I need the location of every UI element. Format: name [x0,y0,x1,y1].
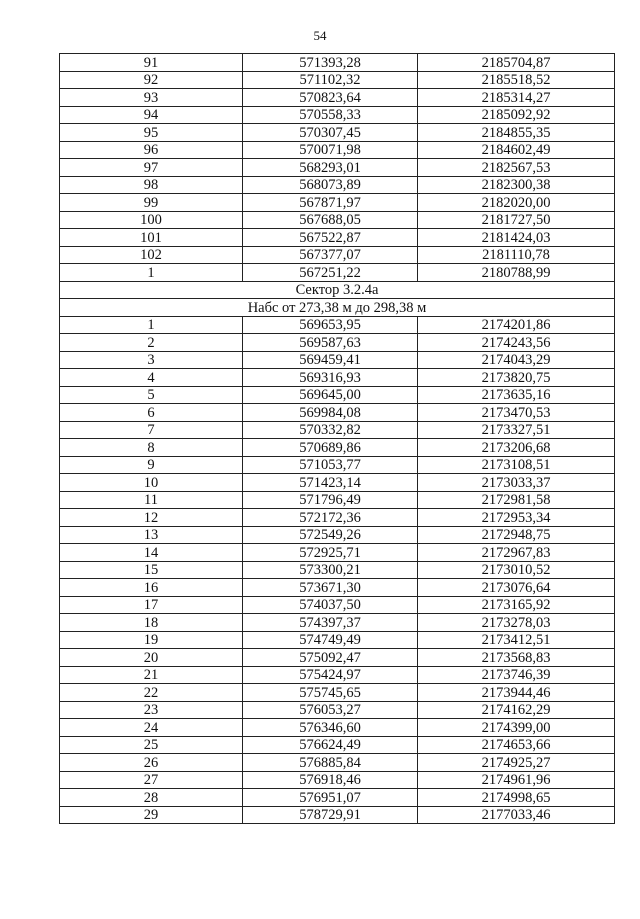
point-number-cell: 100 [60,211,243,229]
point-number-cell: 25 [60,736,243,754]
x-coordinate-cell: 575424,97 [243,666,418,684]
point-number-cell: 92 [60,71,243,89]
y-coordinate-cell: 2182020,00 [418,194,615,212]
y-coordinate-cell: 2174998,65 [418,789,615,807]
x-coordinate-cell: 569316,93 [243,369,418,387]
table-section-top [60,54,615,282]
y-coordinate-cell: 2173746,39 [418,666,615,684]
table-row [60,474,615,492]
table-row [60,194,615,212]
point-number-cell: 1 [60,264,243,282]
table-row [60,404,615,422]
point-number-cell: 21 [60,666,243,684]
y-coordinate-cell: 2174201,86 [418,316,615,334]
x-coordinate-cell: 573300,21 [243,561,418,579]
point-number-cell: 22 [60,684,243,702]
table-row [60,771,615,789]
point-number-cell: 28 [60,789,243,807]
table-row [60,386,615,404]
table-row [60,509,615,527]
y-coordinate-cell: 2182567,53 [418,159,615,177]
x-coordinate-cell: 570307,45 [243,124,418,142]
y-coordinate-cell: 2185092,92 [418,106,615,124]
y-coordinate-cell: 2173206,68 [418,439,615,457]
table-row [60,229,615,247]
table-row [60,106,615,124]
point-number-cell: 91 [60,54,243,72]
point-number-cell: 101 [60,229,243,247]
x-coordinate-cell: 578729,91 [243,806,418,824]
x-coordinate-cell: 569653,95 [243,316,418,334]
table-row [60,719,615,737]
table-row [60,369,615,387]
x-coordinate-cell: 569645,00 [243,386,418,404]
x-coordinate-cell: 574749,49 [243,631,418,649]
table-row [60,491,615,509]
sector-title-row [60,281,615,299]
y-coordinate-cell: 2181110,78 [418,246,615,264]
table-row [60,754,615,772]
table-row [60,351,615,369]
y-coordinate-cell: 2172981,58 [418,491,615,509]
y-coordinate-cell: 2172967,83 [418,544,615,562]
x-coordinate-cell: 569587,63 [243,334,418,352]
point-number-cell: 16 [60,579,243,597]
x-coordinate-cell: 571423,14 [243,474,418,492]
y-coordinate-cell: 2185518,52 [418,71,615,89]
point-number-cell: 4 [60,369,243,387]
table-row [60,666,615,684]
table-row [60,561,615,579]
x-coordinate-cell: 571053,77 [243,456,418,474]
coordinates-table [59,53,615,824]
y-coordinate-cell: 2174961,96 [418,771,615,789]
table-row [60,316,615,334]
y-coordinate-cell: 2173165,92 [418,596,615,614]
x-coordinate-cell: 567251,22 [243,264,418,282]
table-row [60,439,615,457]
point-number-cell: 19 [60,631,243,649]
table-row [60,701,615,719]
x-coordinate-cell: 576885,84 [243,754,418,772]
point-number-cell: 18 [60,614,243,632]
x-coordinate-cell: 572549,26 [243,526,418,544]
x-coordinate-cell: 571796,49 [243,491,418,509]
x-coordinate-cell: 572925,71 [243,544,418,562]
table-row [60,526,615,544]
y-coordinate-cell: 2173108,51 [418,456,615,474]
y-coordinate-cell: 2174399,00 [418,719,615,737]
point-number-cell: 95 [60,124,243,142]
table-row [60,631,615,649]
point-number-cell: 8 [60,439,243,457]
y-coordinate-cell: 2184855,35 [418,124,615,142]
point-number-cell: 29 [60,806,243,824]
sector-header [60,281,615,316]
point-number-cell: 9 [60,456,243,474]
table-row [60,421,615,439]
y-coordinate-cell: 2173820,75 [418,369,615,387]
table-row [60,71,615,89]
x-coordinate-cell: 567871,97 [243,194,418,212]
y-coordinate-cell: 2185314,27 [418,89,615,107]
x-coordinate-cell: 574397,37 [243,614,418,632]
y-coordinate-cell: 2180788,99 [418,264,615,282]
x-coordinate-cell: 575092,47 [243,649,418,667]
y-coordinate-cell: 2181727,50 [418,211,615,229]
table-row [60,544,615,562]
x-coordinate-cell: 576624,49 [243,736,418,754]
x-coordinate-cell: 575745,65 [243,684,418,702]
sector-subtitle-row [60,299,615,317]
point-number-cell: 23 [60,701,243,719]
table-row [60,579,615,597]
x-coordinate-cell: 567377,07 [243,246,418,264]
x-coordinate-cell: 576951,07 [243,789,418,807]
y-coordinate-cell: 2173033,37 [418,474,615,492]
y-coordinate-cell: 2173635,16 [418,386,615,404]
point-number-cell: 2 [60,334,243,352]
table-row [60,89,615,107]
x-coordinate-cell: 567522,87 [243,229,418,247]
y-coordinate-cell: 2181424,03 [418,229,615,247]
x-coordinate-cell: 569459,41 [243,351,418,369]
point-number-cell: 102 [60,246,243,264]
y-coordinate-cell: 2174653,66 [418,736,615,754]
y-coordinate-cell: 2173076,64 [418,579,615,597]
table-row [60,124,615,142]
point-number-cell: 26 [60,754,243,772]
point-number-cell: 20 [60,649,243,667]
y-coordinate-cell: 2177033,46 [418,806,615,824]
x-coordinate-cell: 570689,86 [243,439,418,457]
table-row [60,789,615,807]
table-row [60,456,615,474]
point-number-cell: 13 [60,526,243,544]
point-number-cell: 3 [60,351,243,369]
y-coordinate-cell: 2174925,27 [418,754,615,772]
table-row [60,806,615,824]
y-coordinate-cell: 2172953,34 [418,509,615,527]
point-number-cell: 10 [60,474,243,492]
page-number: 54 [313,28,327,43]
sector-subtitle: Набс от 273,38 м до 298,38 м [60,299,615,317]
point-number-cell: 27 [60,771,243,789]
y-coordinate-cell: 2173010,52 [418,561,615,579]
x-coordinate-cell: 568293,01 [243,159,418,177]
y-coordinate-cell: 2173278,03 [418,614,615,632]
table-row [60,649,615,667]
table-section-bottom [60,316,615,824]
x-coordinate-cell: 572172,36 [243,509,418,527]
y-coordinate-cell: 2182300,38 [418,176,615,194]
x-coordinate-cell: 571393,28 [243,54,418,72]
point-number-cell: 1 [60,316,243,334]
point-number-cell: 96 [60,141,243,159]
point-number-cell: 6 [60,404,243,422]
y-coordinate-cell: 2173568,83 [418,649,615,667]
table-row [60,736,615,754]
x-coordinate-cell: 570332,82 [243,421,418,439]
y-coordinate-cell: 2185704,87 [418,54,615,72]
table-row [60,141,615,159]
point-number-cell: 17 [60,596,243,614]
x-coordinate-cell: 576918,46 [243,771,418,789]
y-coordinate-cell: 2173412,51 [418,631,615,649]
point-number-cell: 24 [60,719,243,737]
table-row [60,246,615,264]
y-coordinate-cell: 2173944,46 [418,684,615,702]
point-number-cell: 93 [60,89,243,107]
x-coordinate-cell: 576346,60 [243,719,418,737]
x-coordinate-cell: 570823,64 [243,89,418,107]
table-row [60,596,615,614]
table-row [60,159,615,177]
x-coordinate-cell: 567688,05 [243,211,418,229]
y-coordinate-cell: 2173470,53 [418,404,615,422]
point-number-cell: 15 [60,561,243,579]
point-number-cell: 97 [60,159,243,177]
point-number-cell: 94 [60,106,243,124]
y-coordinate-cell: 2173327,51 [418,421,615,439]
x-coordinate-cell: 569984,08 [243,404,418,422]
point-number-cell: 12 [60,509,243,527]
y-coordinate-cell: 2172948,75 [418,526,615,544]
x-coordinate-cell: 568073,89 [243,176,418,194]
table-row [60,54,615,72]
table-row [60,176,615,194]
y-coordinate-cell: 2174162,29 [418,701,615,719]
y-coordinate-cell: 2174243,56 [418,334,615,352]
table-row [60,334,615,352]
point-number-cell: 99 [60,194,243,212]
point-number-cell: 11 [60,491,243,509]
x-coordinate-cell: 573671,30 [243,579,418,597]
x-coordinate-cell: 570558,33 [243,106,418,124]
x-coordinate-cell: 571102,32 [243,71,418,89]
point-number-cell: 98 [60,176,243,194]
point-number-cell: 7 [60,421,243,439]
sector-title: Сектор 3.2.4а [60,281,615,299]
x-coordinate-cell: 576053,27 [243,701,418,719]
y-coordinate-cell: 2174043,29 [418,351,615,369]
x-coordinate-cell: 574037,50 [243,596,418,614]
table-row [60,211,615,229]
y-coordinate-cell: 2184602,49 [418,141,615,159]
table-row [60,614,615,632]
table-row [60,684,615,702]
point-number-cell: 14 [60,544,243,562]
table-row [60,264,615,282]
x-coordinate-cell: 570071,98 [243,141,418,159]
point-number-cell: 5 [60,386,243,404]
